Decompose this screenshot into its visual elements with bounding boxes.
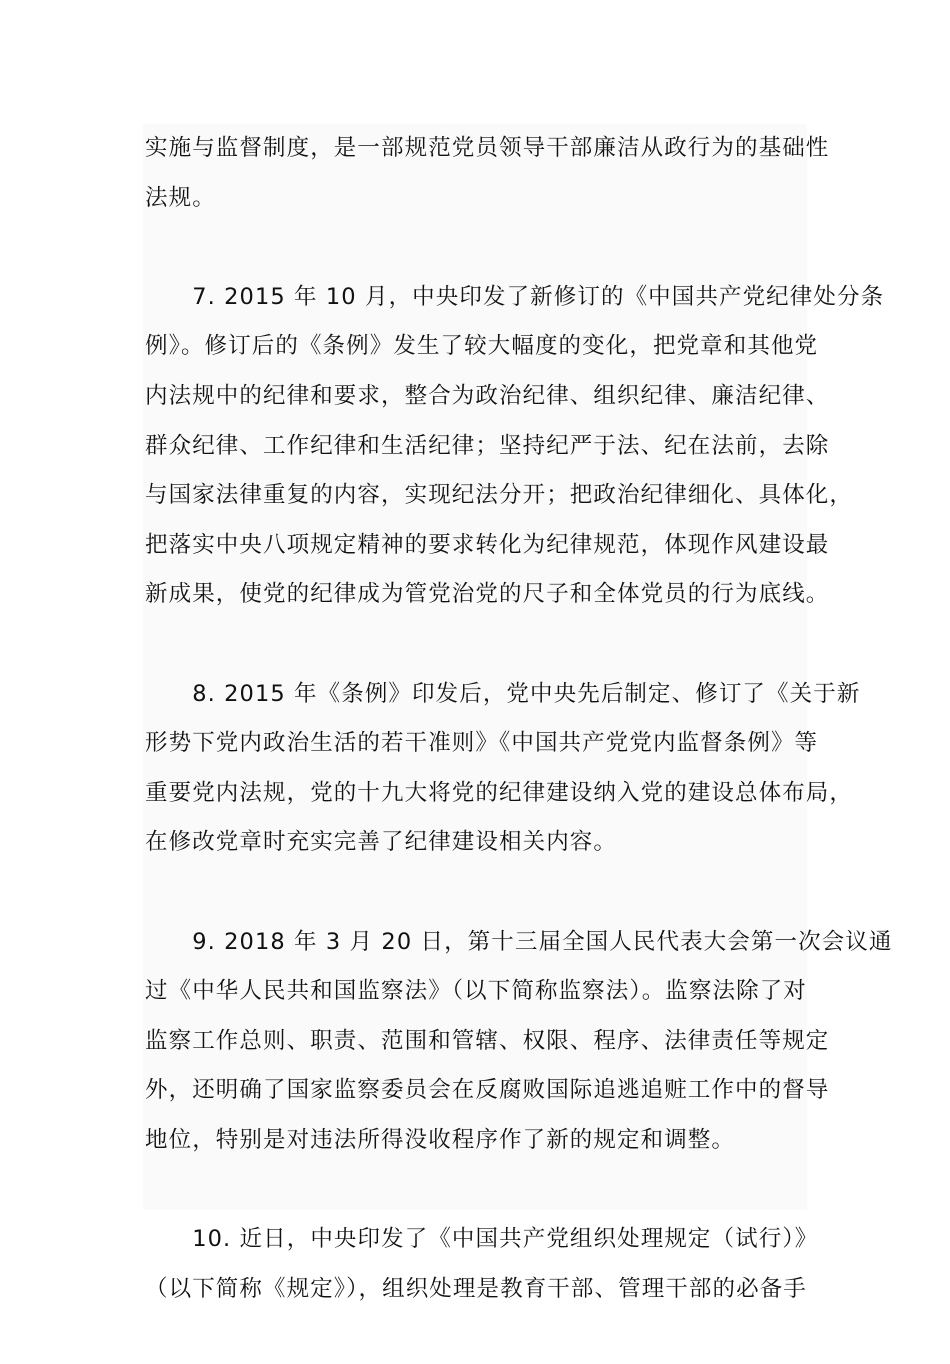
text-line: 群众纪律、工作纪律和生活纪律；坚持纪严于法、纪在法前，去除 — [145, 432, 830, 459]
text-line: （以下简称《规定》），组织处理是教育干部、管理干部的必备手 — [145, 1275, 807, 1302]
text-line: 过《中华人民共和国监察法》（以下简称监察法）。监察法除了对 — [145, 978, 807, 1005]
text-line: 在修改党章时充实完善了纪律建设相关内容。 — [145, 829, 618, 856]
text-line: 8. 2015 年《条例》印发后，党中央先后制定、修订了《关于新 — [145, 680, 861, 707]
text-line: 与国家法律重复的内容，实现纪法分开；把政治纪律细化、具体化， — [145, 482, 854, 509]
paragraph-6-continuation — [145, 124, 830, 223]
text-line: 形势下党内政治生活的若干准则》《中国共产党党内监督条例》等 — [145, 730, 819, 757]
text-line: 内法规中的纪律和要求，整合为政治纪律、组织纪律、廉洁纪律、 — [145, 382, 830, 409]
text-line: 9. 2018 年 3 月 20 日，第十三届全国人民代表大会第一次会议通 — [145, 928, 893, 955]
document-body — [145, 124, 893, 1364]
text-line: 外，还明确了国家监察委员会在反腐败国际追逃追赃工作中的督导 — [145, 1077, 830, 1104]
paragraph-9 — [145, 918, 893, 1166]
text-line: 10. 近日，中央印发了《中国共产党组织处理规定（试行）》 — [145, 1226, 819, 1253]
paragraph-7 — [145, 273, 885, 620]
paragraph-10 — [145, 1215, 819, 1314]
text-line: 把落实中央八项规定精神的要求转化为纪律规范，体现作风建设最 — [145, 531, 830, 558]
text-line: 7. 2015 年 10 月，中央印发了新修订的《中国共产党纪律处分条 — [145, 283, 885, 310]
text-line: 实施与监督制度，是一部规范党员领导干部廉洁从政行为的基础性 — [145, 135, 830, 161]
text-line: 法规。 — [145, 184, 216, 211]
text-line: 新成果，使党的纪律成为管党治党的尺子和全体党员的行为底线。 — [145, 581, 830, 608]
text-line: 例》。修订后的《条例》发生了较大幅度的变化，把党章和其他党 — [145, 333, 819, 360]
paragraph-8 — [145, 670, 861, 868]
text-line: 监察工作总则、职责、范围和管辖、权限、程序、法律责任等规定 — [145, 1027, 830, 1054]
text-line: 重要党内法规，党的十九大将党的纪律建设纳入党的建设总体布局， — [145, 779, 854, 806]
text-line: 地位，特别是对违法所得没收程序作了新的规定和调整。 — [145, 1126, 736, 1153]
